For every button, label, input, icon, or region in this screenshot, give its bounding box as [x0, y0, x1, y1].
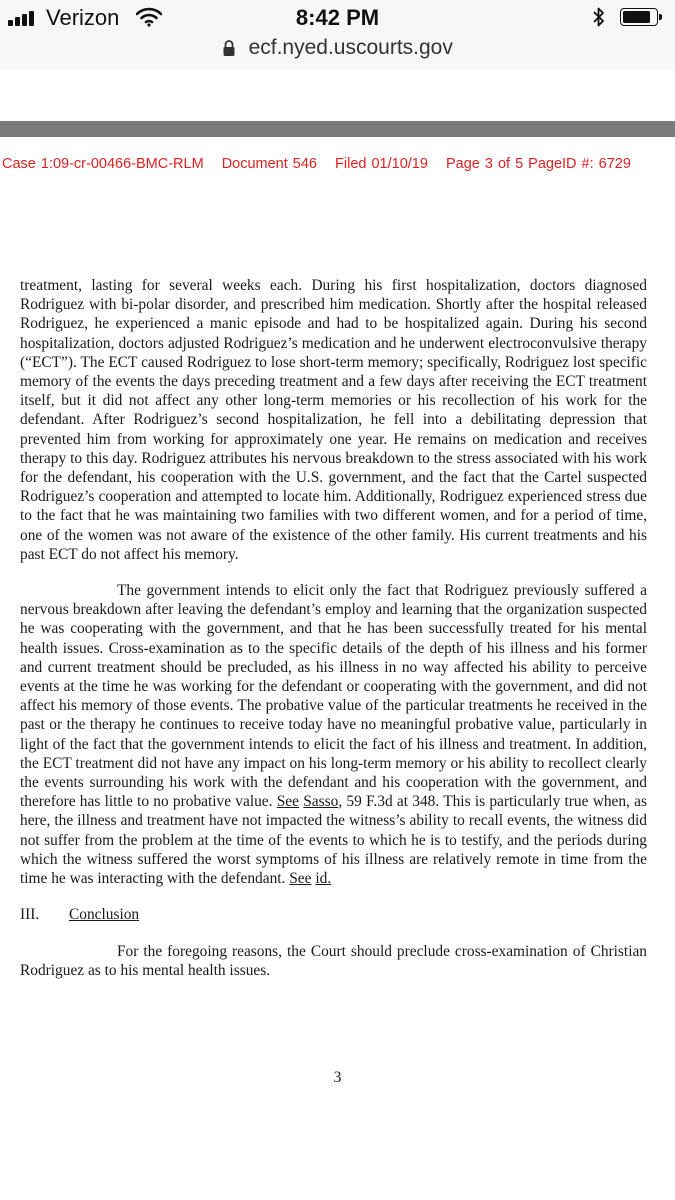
section-number: III. — [20, 906, 40, 924]
browser-chrome — [0, 0, 675, 70]
paragraph: For the foregoing reasons, the Court should preclude cross-examination of Christian Rodriguez as to his mental health issues. — [20, 942, 647, 979]
paragraph — [20, 581, 647, 888]
case-number: Case 1:09-cr-00466-BMC-RLM — [2, 156, 204, 172]
url-text[interactable]: ecf.nyed.uscourts.gov — [248, 36, 453, 59]
section-title: Conclusion — [69, 906, 140, 924]
carrier-name: Verizon — [46, 5, 120, 30]
case-citation: Sasso — [303, 793, 339, 811]
section-heading — [20, 905, 647, 924]
pdf-viewer-toolbar — [0, 121, 675, 137]
citation-id: id. — [315, 870, 332, 888]
filing-header — [2, 156, 673, 172]
citation-signal: See — [276, 793, 299, 811]
paragraph: treatment, lasting for several weeks each. During his first hospitalization, doctors diagnosed Rodriguez with bi-polar disorder, and prescribed him medication. Shortly after the hospital released Rodriguez, he experienced a manic episode and had to be hospitalized again. During his second hospitalization, doctors adjusted Rodriguez’s medication and he underwent electroconvulsive therapy (“ECT”). The ECT caused Rodriguez to lose short-term memory; specifically, Rodriguez lost specific memory of the events the days preceding treatment and a few days after receiving the ECT treatment itself, but it did not affect any other long-term memories or his recollection of his work for the defendant. After Rodriguez’s second hospitalization, he fell into a debilitating depression that prevented him from working for approximately one year. He remains on medication and receives therapy to this day. Rodriguez attributes his nervous breakdown to the stress associated with his work for the defendant, his cooperation with the U.S. government, and the fact that the Cartel suspected Rodriguez’s cooperation and attempted to locate him. Additionally, Rodriguez experienced stress due to the fact that he was maintaining two families with two different women, and for a period of time, one of the women was not aware of the existence of the other family. His current treatments and his past ECT do not affect his memory. — [20, 277, 647, 563]
bluetooth-icon — [592, 6, 606, 28]
address-bar[interactable] — [0, 36, 675, 66]
page-id: Page 3 of 5 PageID #: 6729 — [445, 156, 631, 172]
status-time: 8:42 PM — [295, 5, 380, 30]
paragraph-text: , 59 F.3d at 348. This is particularly true when, as here, the illness and treatment have not impacted the witness’s ability to recall events, the witness did not suffer from the problem at the time of the events to which he is to testify, and the periods during which the witness suffered the worst symptoms of his illness are relatively remote in time from the time he was interacting with the defendant. — [20, 793, 647, 888]
document-number: Document 546 — [221, 156, 317, 172]
paragraph-text: The government intends to elicit only the fact that Rodriguez previously suffered a nervous breakdown after leaving the defendant’s employ and learning that the organization suspected he was cooperating with the government, and that he has been successfully treated for his mental health issues. Cross-examination as to the specific details of the depth of his illness and his former and current treatment should be precluded, as his illness in no way affected his ability to perceive events at the time he was working for the defendant or cooperating with the government, and did not affect his memory of those events. The probative value of the particular treatments he received in the past or the therapy he continues to receive today have no meaningful probative value, particularly in light of the fact that the government intends to elicit the fact of his illness and treatment. In addition, the ECT treatment did not have any impact on his long-term memory or his ability to recollect clearly the events surrounding his work with the defendant and his cooperation with the government, and therefore has little to no probative value. — [20, 582, 647, 811]
battery-icon — [620, 8, 664, 28]
page-number: 3 — [333, 1069, 342, 1086]
filed-date: Filed 01/10/19 — [335, 156, 428, 172]
document-body — [20, 276, 647, 980]
status-bar — [0, 0, 675, 36]
citation-signal: See — [289, 870, 312, 888]
lock-icon — [222, 39, 236, 57]
